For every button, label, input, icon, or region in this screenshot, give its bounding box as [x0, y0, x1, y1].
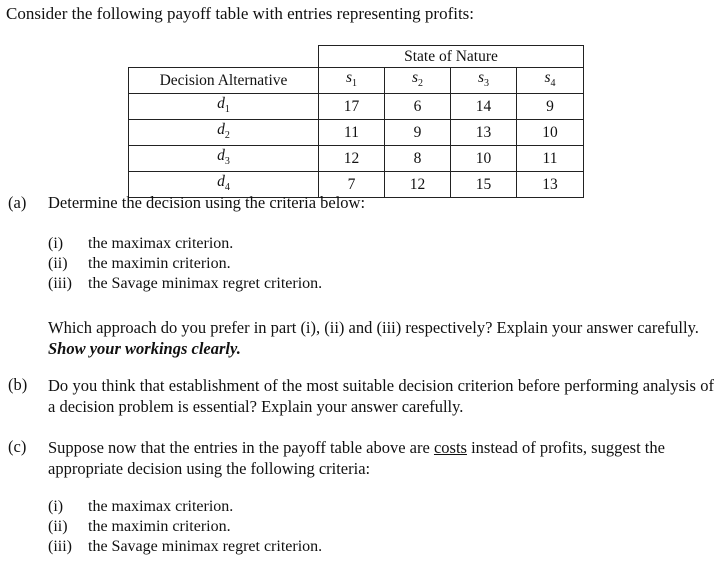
item-number: (iii) [48, 275, 72, 292]
part-b-label: (b) [8, 375, 28, 394]
decision-alternative-header: Decision Alternative [129, 68, 319, 94]
part-c-item-2 [48, 518, 231, 536]
table-cell: 7 [319, 172, 385, 198]
table-row [129, 146, 584, 172]
state-header-s3: $s_3$ [451, 68, 517, 94]
item-text: the Savage minimax regret criterion. [88, 538, 323, 555]
state-header-s2: $s_2$ [385, 68, 451, 94]
emphasis-text: Show your workings clearly. [48, 339, 241, 358]
item-text: the maximax criterion. [88, 498, 234, 515]
state-header-s4: $s_4$ [517, 68, 584, 94]
table-cell: 10 [517, 120, 584, 146]
table-row [129, 94, 584, 120]
part-c-label: (c) [8, 437, 27, 456]
item-text: the maximin criterion. [88, 255, 231, 272]
alternative-d1: $d_1$ [129, 94, 319, 120]
part-a-question: Which approach do you prefer in part (i), (ii) and (iii) respectively? Explain your answer carefully. Show your workings clearly. [48, 318, 699, 358]
costs-underlined: costs [433, 438, 467, 457]
part-a-item-2 [48, 255, 231, 273]
payoff-table [128, 45, 584, 198]
item-number: (ii) [48, 255, 68, 272]
part-b-text: Do you think that establishment of the most suitable decision criterion before performing analysis of a decision problem is essential? Explain your answer carefully. [48, 376, 714, 416]
table-cell: 12 [319, 146, 385, 172]
item-text: the maximax criterion. [88, 235, 234, 252]
table-row [129, 120, 584, 146]
table-cell: 12 [385, 172, 451, 198]
state-of-nature-header: State of Nature [319, 46, 584, 68]
alternative-d2: $d_2$ [129, 120, 319, 146]
table-cell: 14 [451, 94, 517, 120]
intro-text: Consider the following payoff table with entries representing profits: [6, 4, 475, 23]
table-cell: 9 [385, 120, 451, 146]
table-cell: 11 [517, 146, 584, 172]
part-a-label: (a) [8, 193, 27, 212]
part-c-item-1 [48, 498, 233, 516]
table-cell: 13 [517, 172, 584, 198]
part-a-item-3 [48, 275, 322, 293]
item-number: (ii) [48, 518, 68, 535]
alternative-d4: $d_4$ [129, 172, 319, 198]
table-cell: 15 [451, 172, 517, 198]
table-cell: 8 [385, 146, 451, 172]
table-cell: 13 [451, 120, 517, 146]
table-cell: 10 [451, 146, 517, 172]
table-cell: 9 [517, 94, 584, 120]
state-header-s1: $s_1$ [319, 68, 385, 94]
table-corner [129, 46, 319, 68]
item-number: (iii) [48, 538, 72, 555]
item-text: the maximin criterion. [88, 518, 231, 535]
item-number: (i) [48, 235, 64, 252]
part-c-item-3 [48, 538, 322, 556]
item-text: the Savage minimax regret criterion. [88, 275, 323, 292]
table-cell: 11 [319, 120, 385, 146]
part-a-item-1 [48, 235, 233, 253]
table-cell: 6 [385, 94, 451, 120]
table-cell: 17 [319, 94, 385, 120]
part-a-text: Determine the decision using the criteria below: [48, 193, 366, 212]
part-c-text: Suppose now that the entries in the payoff table above are costs instead of profits, suggest the appropriate decision using the following criteria: [48, 438, 665, 478]
item-number: (i) [48, 498, 64, 515]
alternative-d3: $d_3$ [129, 146, 319, 172]
